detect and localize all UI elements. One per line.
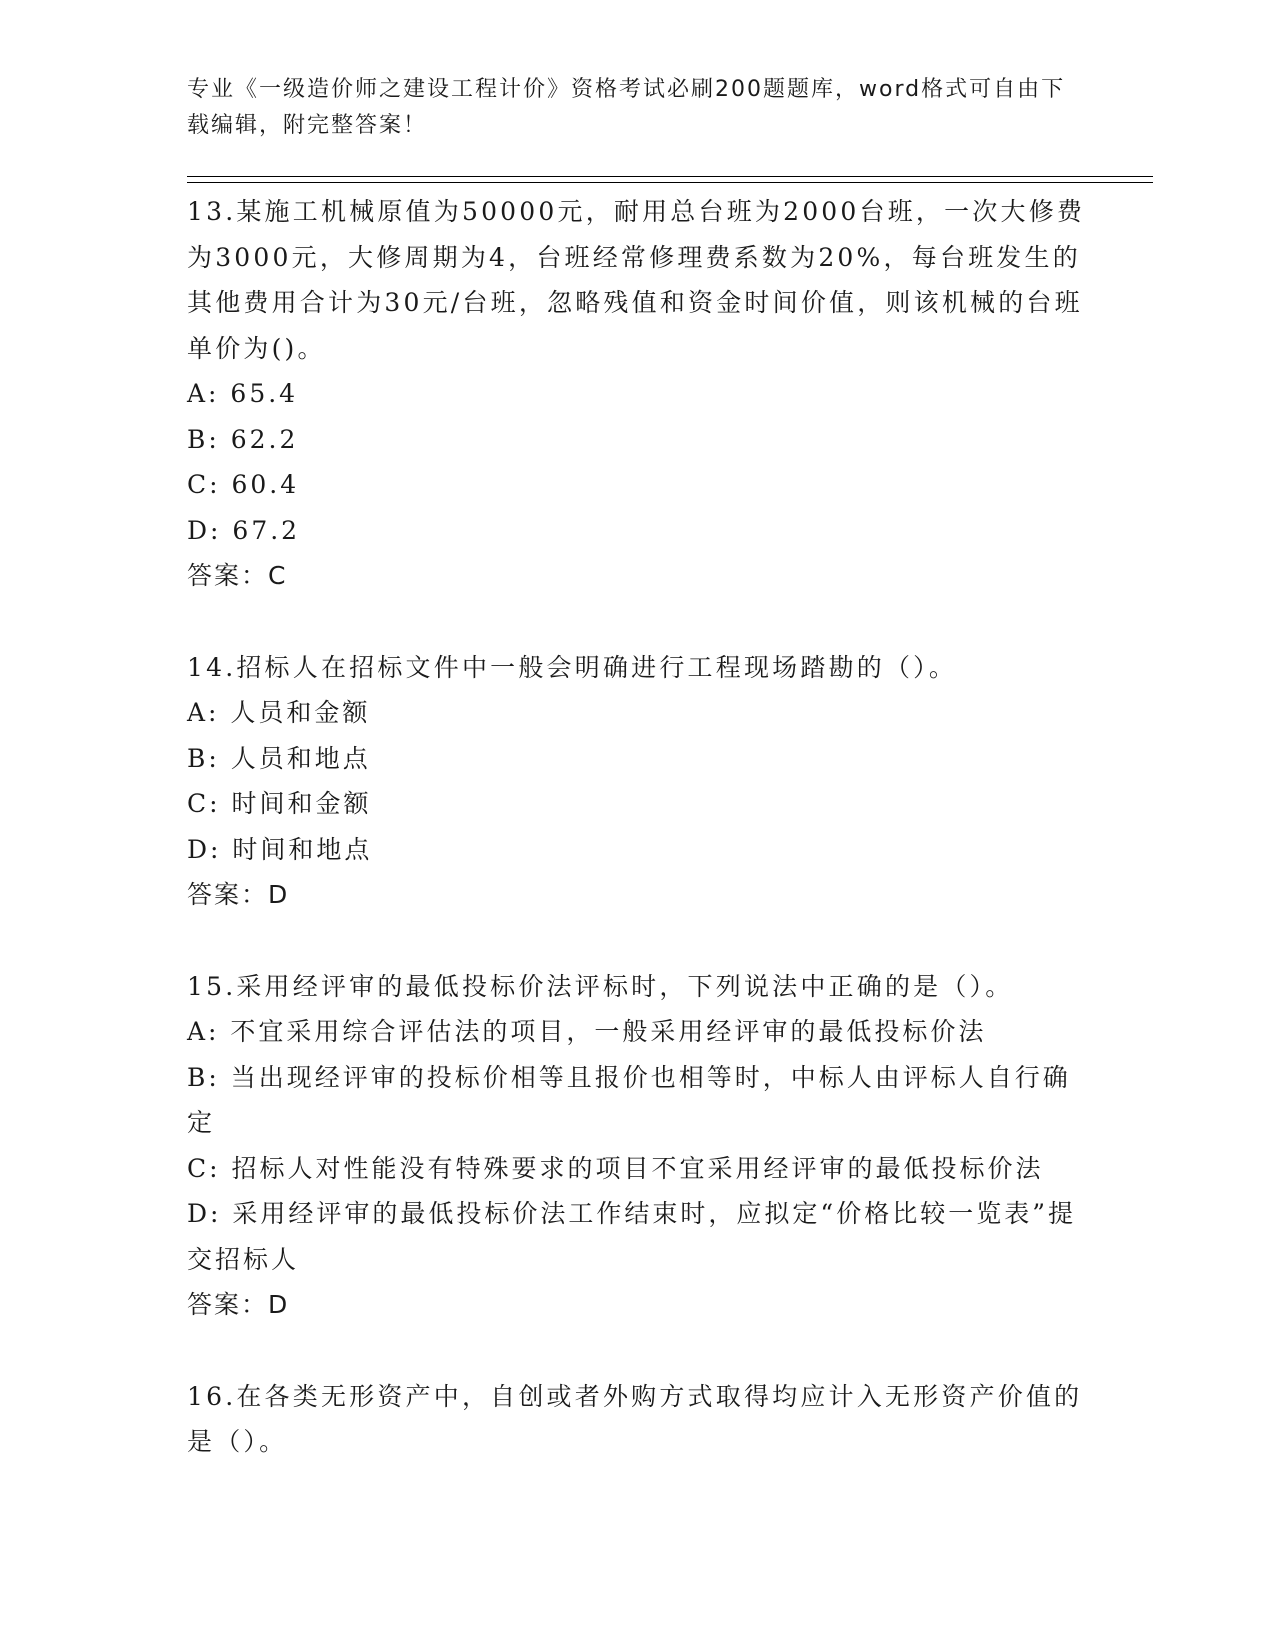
option-b: B: 62.2 [187,424,299,454]
answer: 答案：C [187,561,288,590]
option-c: C: 招标人对性能没有特殊要求的项目不宜采用经评审的最低投标价法 [187,1153,1044,1183]
question-16 [187,1374,1087,1465]
option-c: C: 时间和金额 [187,789,372,818]
option-d: D: 67.2 [187,515,301,545]
option-d: D: 采用经评审的最低投标价法工作结束时，应拟定“价格比较一览表”提交招标人 [187,1199,1076,1274]
header-rule-top [187,176,1153,177]
option-a: A: 不宜采用综合评估法的项目，一般采用经评审的最低投标价法 [187,1017,987,1046]
option-a: A: 65.4 [187,379,299,408]
question-14 [187,645,1087,918]
question-list [187,189,1087,1511]
option-c: C: 60.4 [187,470,300,499]
question-stem: 14.招标人在招标文件中一般会明确进行工程现场踏勘的（）。 [187,652,958,682]
document-header: 专业《一级造价师之建设工程计价》资格考试必刷200题题库，word格式可自由下载编辑，附完整答案！ [187,77,1066,138]
question-13 [187,189,1087,599]
header-rule-bottom [187,182,1153,183]
question-stem: 16.在各类无形资产中，自创或者外购方式取得均应计入无形资产价值的是（）。 [187,1381,1083,1456]
option-a: A: 人员和金额 [187,698,371,727]
question-stem: 13.某施工机械原值为50000元，耐用总台班为2000台班，一次大修费为3000元，大修周期为4，台班经常修理费系数为20%，每台班发生的其他费用合计为30元/台班，忽略残值和资金时间价值，则该机械的台班单价为()。 [187,197,1086,363]
option-b: B: 人员和地点 [187,743,371,773]
answer: 答案：D [187,1290,290,1319]
question-15 [187,964,1087,1328]
option-b: B: 当出现经评审的投标价相等且报价也相等时，中标人由评标人自行确定 [187,1062,1071,1137]
option-d: D: 时间和地点 [187,834,373,864]
answer: 答案：D [187,880,290,909]
question-stem: 15.采用经评审的最低投标价法评标时，下列说法中正确的是（）。 [187,971,1014,1001]
